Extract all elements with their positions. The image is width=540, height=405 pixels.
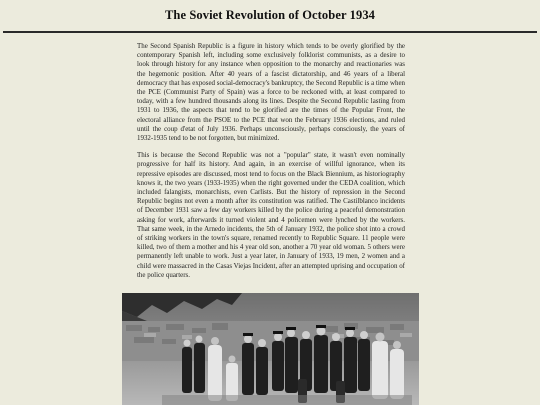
article-paragraph-1: The Second Spanish Republic is a figure in history which tends to be overly glorified by the contemporary Spanish left, including some exclusively folklorist communists, as a desire to look through history for any instance when opposition to the monarchy and reactionaries was the hegemonic position. After 40 years of a fascist dictatorship, and 46 years of a liberal democracy that has exposed social-democracy's bankruptcy, the Second Republic is a time when the PCE (Communist Party of Spain) was a force to be reckoned with, at least compared to today, with a few hundred thousands along its lines. Despite the Second Republic lasting from 1931 to 1936, the aspects that tend to be glorified are the times of the Popular Front, the electoral alliance from the PSOE to the PCE that won the February 1936 elections, and ruled until the coup d'etat of July 1936. Perhaps unconsciously, perhaps consciously, the years of 1932-1935 tend to be not forgotten, but minimized. bbox=[137, 42, 405, 143]
article-body bbox=[137, 42, 405, 288]
historical-photo bbox=[122, 293, 419, 405]
article-paragraph-2: This is because the Second Republic was not a "popular" state, it wasn't even nominally progressive for half its history. And again, in an exercise of willful ignorance, when its repressive episodes are discussed, most tend to focus on the Black Biennium, as historiography knows it, the two years (1933-1935) when the right governed under the CEDA coalition, which included falangists, monarchists, even Carlists. But the history of repression in the Second Republic begins not even a month after its constitution was ratified. The Castilblanco incidents of December 1931 saw a few day workers killed by the police during a peaceful demonstration asking for work, afterwards it turned violent and 4 policemen were lynched by the workers. That same week, in the Arnedo incidents, the 5th of January 1932, the police shot into a crowd of striking workers in the town's square, renamed recently to Republic Square. 11 people were killed, two of them a mother and his 4 year old son, another a 70 year old woman. 5 others were permanently left unable to work. Just a year later, in January of 1933, 19 men, 2 women and a child were massacred in the Casas Viejas Incident, after an attempted uprising and occupation of the police quarters. bbox=[137, 151, 405, 279]
page-title: The Soviet Revolution of October 1934 bbox=[164, 8, 376, 22]
historical-photo-image bbox=[122, 293, 419, 405]
title-divider bbox=[3, 31, 537, 33]
